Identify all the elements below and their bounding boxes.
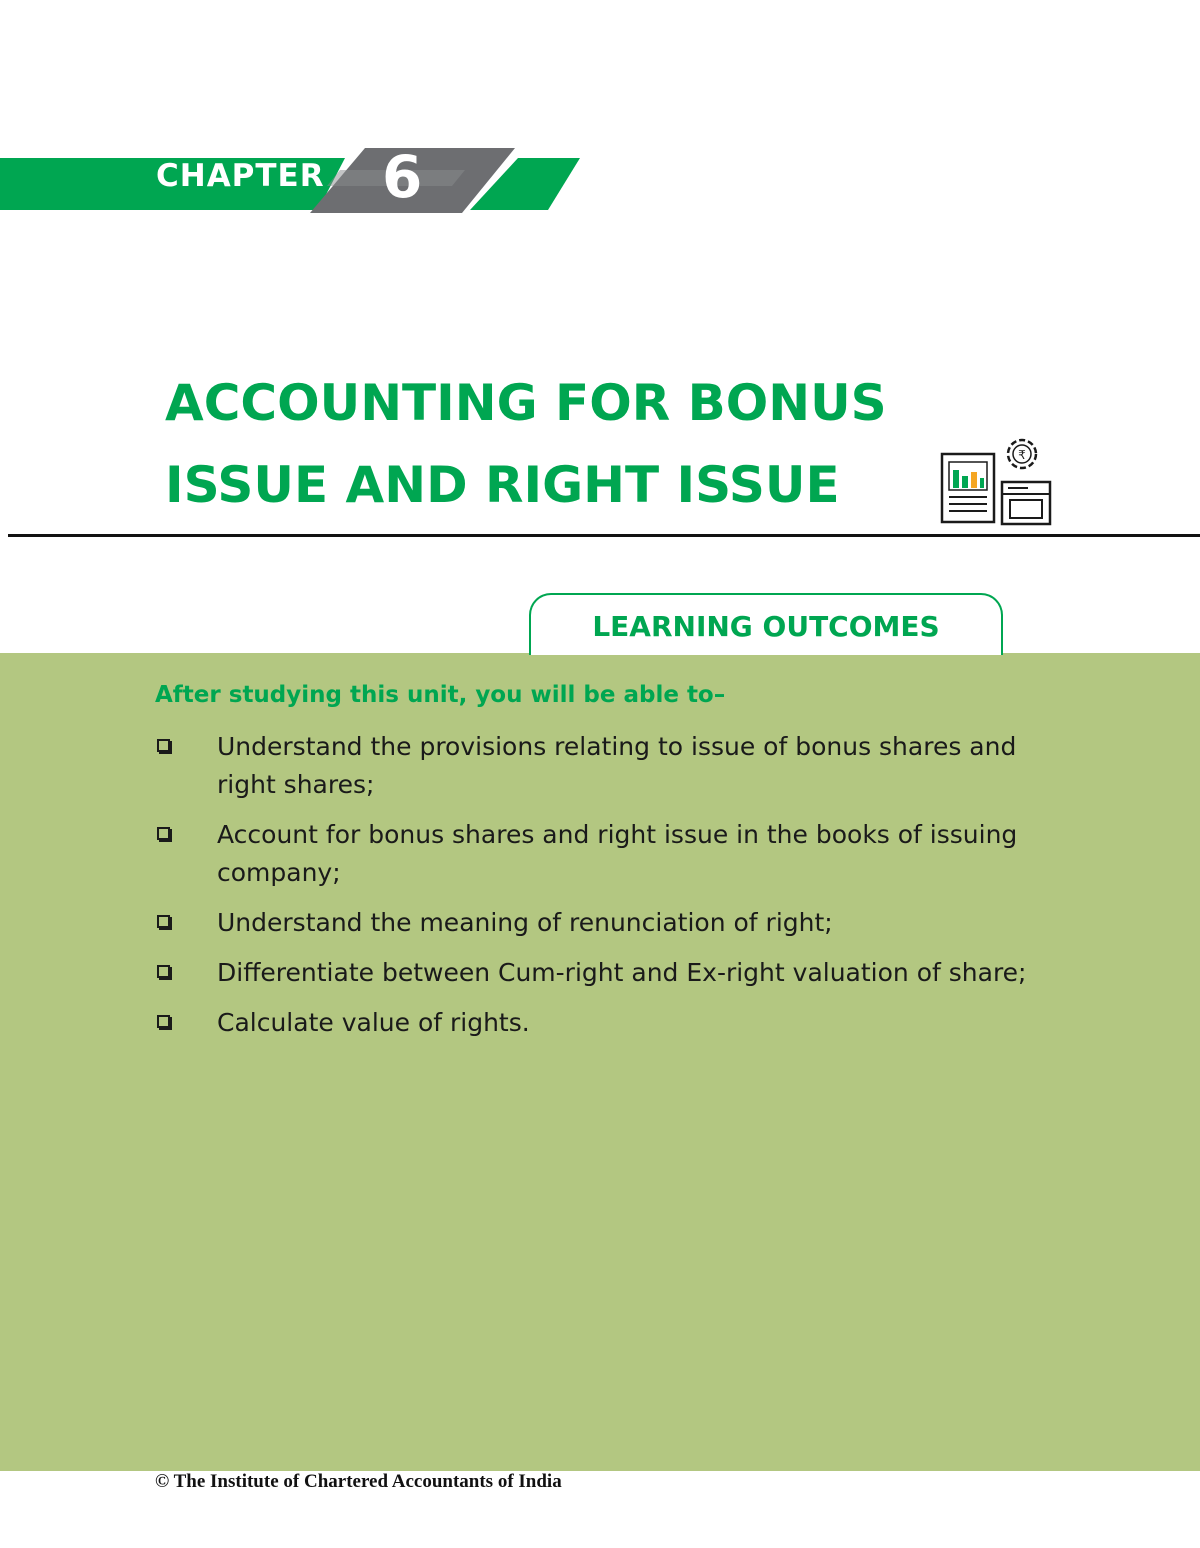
- checkbox-bullet-icon: [157, 915, 170, 928]
- learning-outcomes-list: [155, 728, 1075, 1054]
- page-title: [165, 362, 945, 526]
- list-item: [155, 728, 1075, 804]
- title-divider: [8, 534, 1200, 537]
- copyright-footer: © The Institute of Chartered Accountants of India: [155, 1471, 562, 1492]
- list-item: [155, 954, 1075, 992]
- checkbox-bullet-icon: [157, 965, 170, 978]
- report-chart-rupee-gear-icon: [938, 432, 1054, 528]
- checkbox-bullet-icon: [157, 739, 170, 752]
- list-item-text: Understand the provisions relating to issue of bonus shares and right shares;: [217, 732, 1017, 799]
- page-title-line-2: ISSUE AND RIGHT ISSUE: [165, 456, 840, 514]
- chapter-number: 6: [382, 143, 423, 211]
- list-item: [155, 904, 1075, 942]
- checkbox-bullet-icon: [157, 1015, 170, 1028]
- chapter-label: CHAPTER: [156, 158, 325, 194]
- list-item-text: Understand the meaning of renunciation of right;: [217, 908, 833, 937]
- checkbox-bullet-icon: [157, 827, 170, 840]
- list-item: [155, 1004, 1075, 1042]
- list-item: [155, 816, 1075, 892]
- svg-text:₹: ₹: [1018, 448, 1026, 462]
- list-item-text: Differentiate between Cum-right and Ex-right valuation of share;: [217, 958, 1027, 987]
- list-item-text: Account for bonus shares and right issue in the books of issuing company;: [217, 820, 1018, 887]
- learning-outcomes-heading: LEARNING OUTCOMES: [592, 610, 940, 643]
- learning-outcomes-tab: [529, 593, 1003, 655]
- learning-outcomes-intro: After studying this unit, you will be able to–: [155, 682, 726, 708]
- page-title-line-1: ACCOUNTING FOR BONUS: [165, 374, 887, 432]
- list-item-text: Calculate value of rights.: [217, 1008, 530, 1037]
